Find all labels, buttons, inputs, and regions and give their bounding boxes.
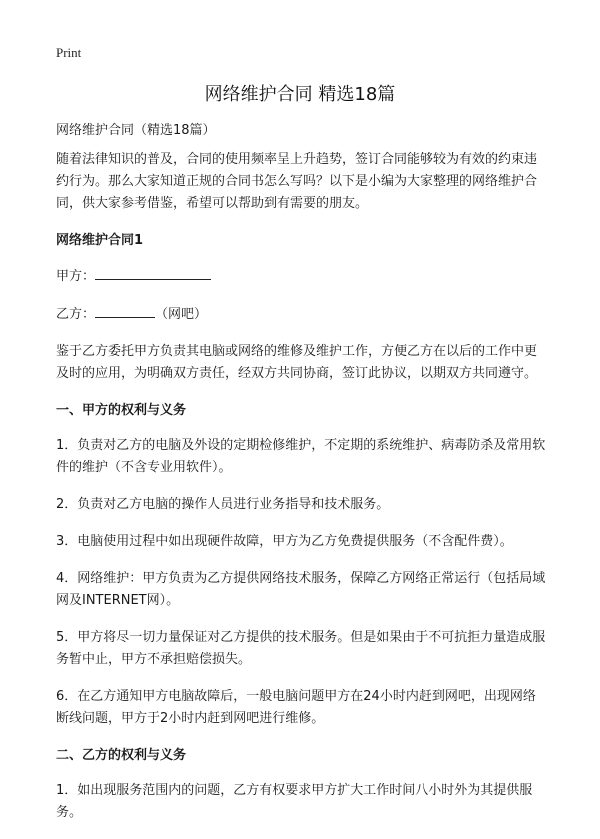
print-link[interactable]: Print xyxy=(56,45,82,60)
party-b-blank xyxy=(95,303,155,318)
party-b-field xyxy=(56,303,548,326)
section-1-item: 6．在乙方通知甲方电脑故障后，一般电脑问题甲方在24小时内赶到网吧，出现网络断线问题，甲方于2小时内赶到网吧进行维修。 xyxy=(56,689,536,726)
section-2-heading: 二、乙方的权利与义务 xyxy=(56,748,187,763)
page-title: 网络维护合同 精选18篇 xyxy=(204,84,396,105)
section-1-item: 4．网络维护：甲方负责为乙方提供网络技术服务，保障乙方网络正常运行（包括局域网及INTERNET网）。 xyxy=(56,571,546,608)
document-subtitle: 网络维护合同（精选18篇） xyxy=(56,123,216,138)
party-a-field xyxy=(56,265,548,288)
party-b-suffix: （网吧） xyxy=(155,307,208,322)
section-1-item: 1．负责对乙方的电脑及外设的定期检修维护，不定期的系统维护、病毒防杀及常用软件的维护（不含专业用软件）。 xyxy=(56,438,546,475)
document-body xyxy=(56,120,548,839)
contract-heading: 网络维护合同1 xyxy=(56,233,144,248)
party-b-label: 乙方： xyxy=(56,307,96,322)
party-a-label: 甲方： xyxy=(56,269,96,284)
section-1-heading: 一、甲方的权利与义务 xyxy=(56,403,187,418)
section-2-item: 1．如出现服务范围内的问题，乙方有权要求甲方扩大工作时间八小时外为其提供服务。 xyxy=(56,783,533,820)
section-1-item: 2．负责对乙方电脑的操作人员进行业务指导和技术服务。 xyxy=(56,497,390,512)
section-1-item: 3．电脑使用过程中如出现硬件故障，甲方为乙方免费提供服务（不含配件费）。 xyxy=(56,534,513,549)
preamble-paragraph: 鉴于乙方委托甲方负责其电脑或网络的维修及维护工作，方便乙方在以后的工作中更及时的应用，为明确双方责任，经双方共同协商，签订此协议，以期双方共同遵守。 xyxy=(56,344,538,381)
party-a-blank xyxy=(95,265,211,280)
section-1-item: 5．甲方将尽一切力量保证对乙方提供的技术服务。但是如果由于不可抗拒力量造成服务暂中止，甲方不承担赔偿损失。 xyxy=(56,630,546,667)
intro-paragraph: 随着法律知识的普及，合同的使用频率呈上升趋势，签订合同能够较为有效的约束违约行为。那么大家知道正规的合同书怎么写吗？以下是小编为大家整理的网络维护合同，供大家参考借鉴，希望可以帮助到有需要的朋友。 xyxy=(56,152,538,211)
